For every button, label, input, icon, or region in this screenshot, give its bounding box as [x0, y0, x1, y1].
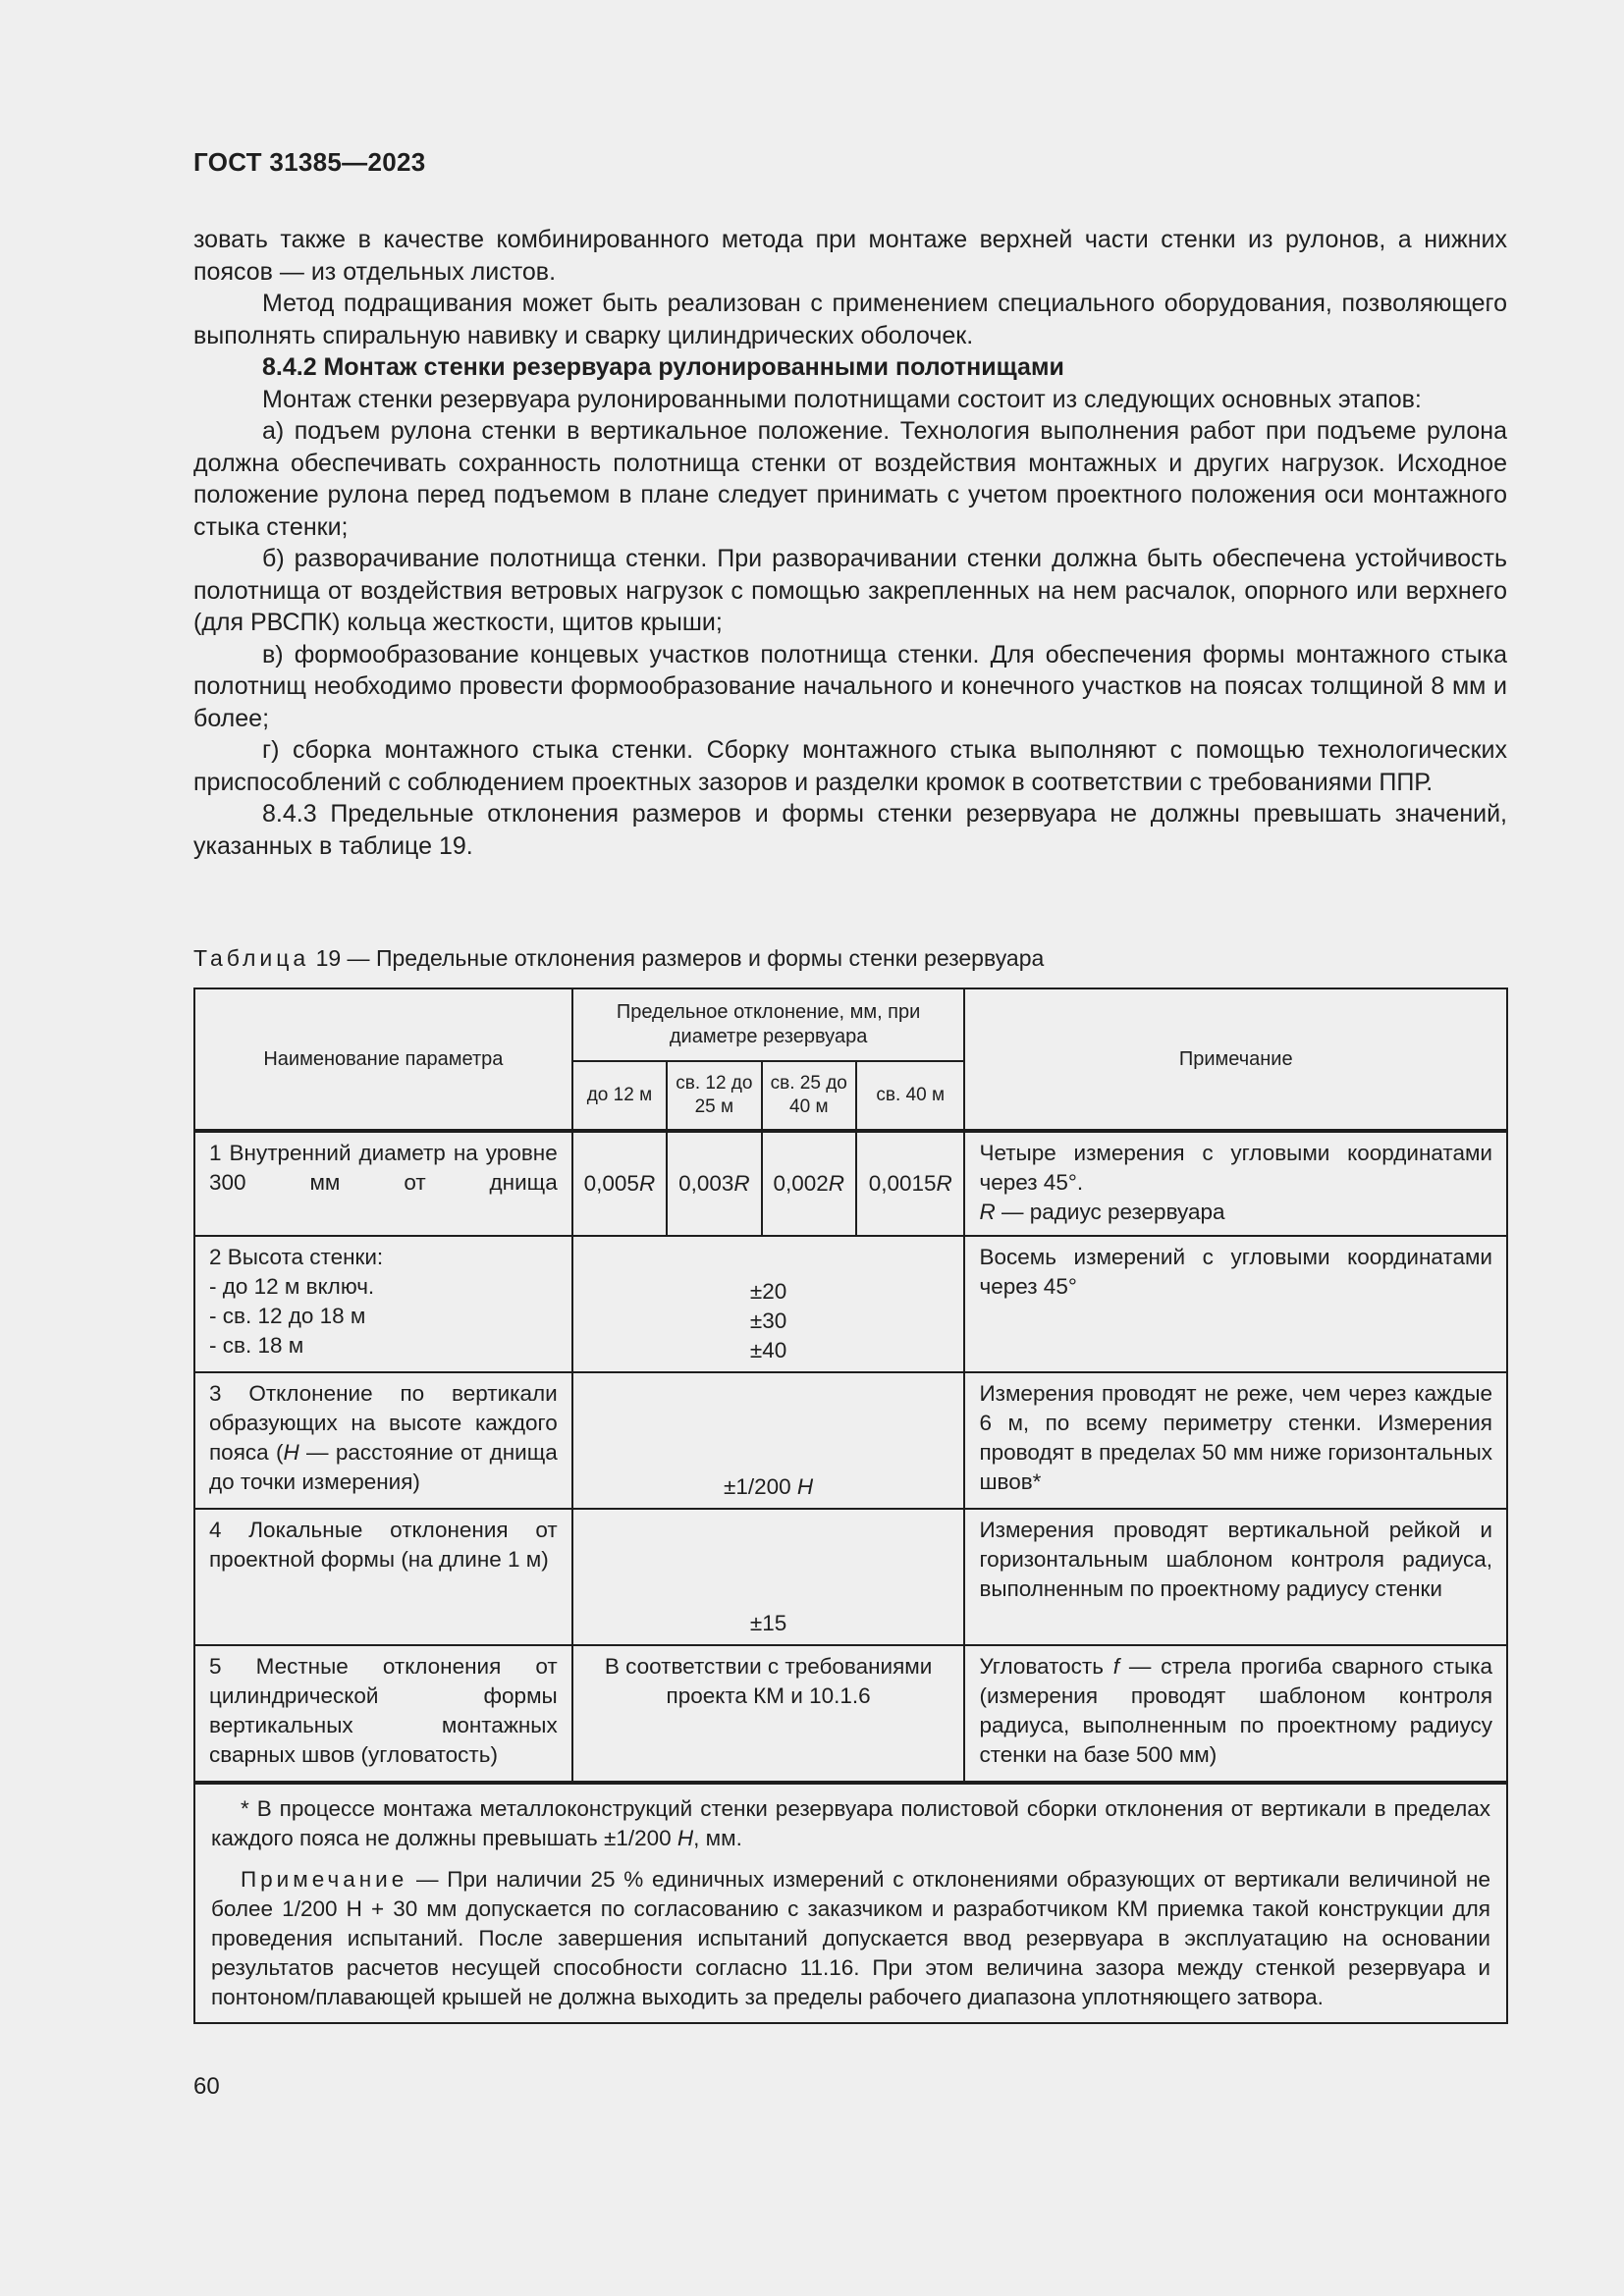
paragraph: 8.4.3 Предельные отклонения размеров и формы стенки резервуара не должны превышать значений, указанных в таблице 19.	[193, 800, 1507, 860]
body-text	[193, 224, 1507, 862]
row1-note: Четыре измерения с угловыми координатами через 45°. R — радиус резервуара	[964, 1131, 1507, 1236]
section-heading: 8.4.2 Монтаж стенки резервуара рулонированными полотнищами	[262, 353, 1064, 381]
paragraph: зовать также в качестве комбинированного метода при монтаже верхней части стенки из рулонов, а нижних поясов — из отдельных листов.	[193, 226, 1507, 286]
row4-note: Измерения проводят вертикальной рейкой и горизонтальным шаблоном контроля радиуса, выполненным по проектному радиусу стенки	[964, 1509, 1507, 1645]
table-row	[194, 1236, 1507, 1372]
paragraph: Метод подращивания может быть реализован с применением специального оборудования, позволяющего выполнять спиральную навивку и сварку цилиндрических оболочек.	[193, 290, 1507, 349]
document-header: ГОСТ 31385—2023	[193, 147, 426, 177]
header-d1: до 12 м	[572, 1061, 667, 1131]
row2-values: ±20 ±30 ±40	[572, 1236, 965, 1372]
row1-value-d3: 0,002R	[762, 1131, 856, 1236]
table-footer	[194, 1783, 1507, 2023]
row4-name: 4 Локальные отклонения от проектной формы (на длине 1 м)	[194, 1509, 572, 1645]
page-number: 60	[193, 2073, 220, 2100]
list-item: г) сборка монтажного стыка стенки. Сборку монтажного стыка выполняют с помощью технологических приспособлений с соблюдением проектных зазоров и разделки кромок в соответствии с требованиями ППР.	[193, 736, 1507, 796]
table-caption-label: Таблица	[193, 945, 310, 971]
row1-value-d1: 0,005R	[572, 1131, 667, 1236]
row5-value: В соответствии с требованиями проекта КМ и 10.1.6	[572, 1645, 965, 1783]
row3-value: ±1/200 H	[572, 1372, 965, 1509]
paragraph: Монтаж стенки резервуара рулонированными полотнищами состоит из следующих основных этапов:	[262, 385, 1422, 413]
table-row	[194, 1509, 1507, 1645]
table-caption-text: 19 — Предельные отклонения размеров и формы стенки резервуара	[309, 945, 1045, 971]
row1-value-d4: 0,0015R	[856, 1131, 964, 1236]
row1-value-d2: 0,003R	[667, 1131, 761, 1236]
table-caption	[193, 945, 1044, 972]
table-footer-row	[194, 1783, 1507, 2023]
row5-note: Угловатость f — стрела прогиба сварного стыка (измерения проводят шаблоном контроля радиуса, выполненным по проектному радиусу стенки на базе 500 мм)	[964, 1645, 1507, 1783]
table-row	[194, 1131, 1507, 1236]
row3-note: Измерения проводят не реже, чем через каждые 6 м, по всему периметру стенки. Измерения проводят в пределах 50 мм ниже горизонтальных швов*	[964, 1372, 1507, 1509]
header-d3: св. 25 до 40 м	[762, 1061, 856, 1131]
header-note: Примечание	[964, 988, 1507, 1131]
header-deviation: Предельное отклонение, мм, при диаметре резервуара	[572, 988, 965, 1061]
table-note: Примечание — При наличии 25 % единичных измерений с отклонениями образующих от вертикали величиной не более 1/200 Н + 30 мм допускается по согласованию с заказчиком и разработчиком КМ приемка такой конструкции для проведения испытаний. После завершения испытаний допускается ввод резервуара в эксплуатацию на основании результатов расчетов несущей способности согласно 11.16. При этом величина зазора между стенкой резервуара и понтоном/плавающей крышей не должна выходить за пределы рабочего диапазона уплотняющего затвора.	[211, 1867, 1490, 2009]
list-item: в) формообразование концевых участков полотнища стенки. Для обеспечения формы монтажного стыка полотнищ необходимо провести формообразование начального и конечного участков на поясах толщиной 8 мм и более;	[193, 640, 1507, 732]
row3-name: 3 Отклонение по вертикали образующих на высоте каждого пояса (H — расстояние от днища до точки измерения)	[194, 1372, 572, 1509]
header-param: Наименование параметра	[194, 988, 572, 1131]
table-row	[194, 1645, 1507, 1783]
row4-value: ±15	[572, 1509, 965, 1645]
table-19	[193, 988, 1508, 2024]
row2-name: 2 Высота стенки: - до 12 м включ. - св. 12 до 18 м - св. 18 м	[194, 1236, 572, 1372]
table-header-row	[194, 988, 1507, 1061]
header-d2: св. 12 до 25 м	[667, 1061, 761, 1131]
table-footnote: * В процессе монтажа металлоконструкций стенки резервуара полистовой сборки отклонения от вертикали в пределах каждого пояса не должны превышать ±1/200 H, мм.	[211, 1796, 1490, 1850]
row1-name: 1 Внутренний диаметр на уровне 300 мм от днища	[194, 1131, 572, 1236]
table-row	[194, 1372, 1507, 1509]
row2-note: Восемь измерений с угловыми координатами через 45°	[964, 1236, 1507, 1372]
list-item: б) разворачивание полотнища стенки. При разворачивании стенки должна быть обеспечена устойчивость полотнища от воздействия ветровых нагрузок с помощью закрепленных на нем расчалок, опорного или верхнего (для РВСПК) кольца жесткости, щитов крыши;	[193, 545, 1507, 636]
list-item: а) подъем рулона стенки в вертикальное положение. Технология выполнения работ при подъеме рулона должна обеспечивать сохранность полотнища стенки от воздействия монтажных и других нагрузок. Исходное положение рулона перед подъемом в плане следует принимать с учетом проектного положения оси монтажного стыка стенки;	[193, 417, 1507, 541]
row5-name: 5 Местные отклонения от цилиндрической формы вертикальных монтажных сварных швов (угловатость)	[194, 1645, 572, 1783]
header-d4: св. 40 м	[856, 1061, 964, 1131]
